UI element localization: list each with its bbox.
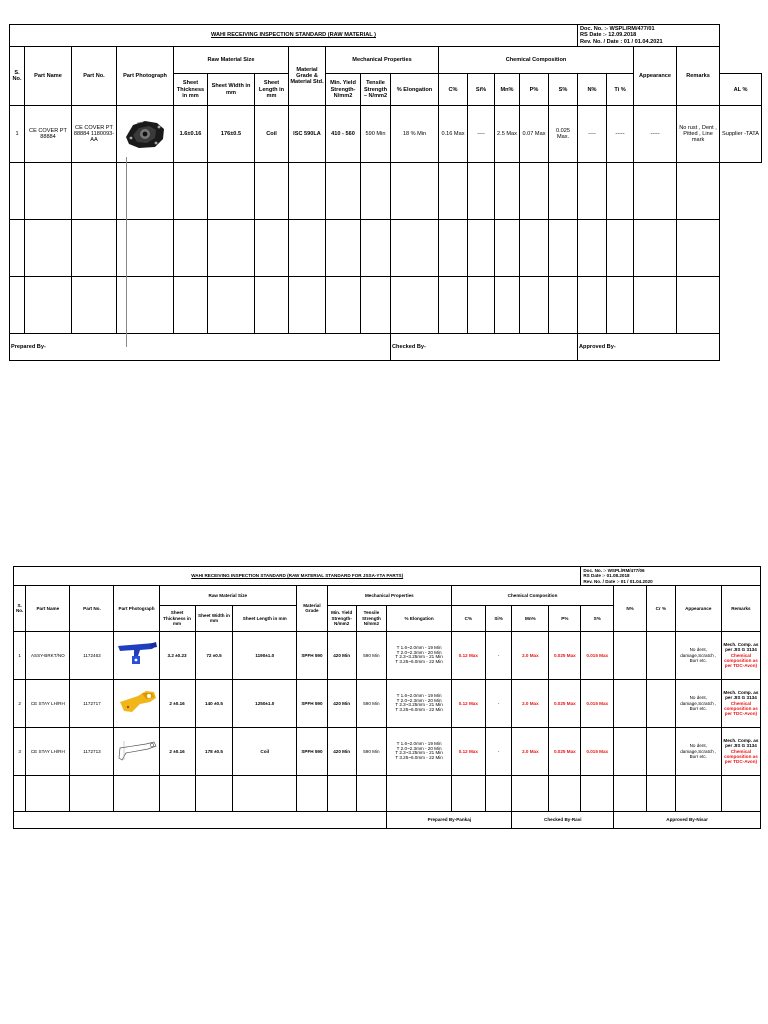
cell-si: ---- — [468, 106, 495, 163]
cell-remarks — [721, 631, 760, 679]
header-c: C% — [451, 605, 485, 631]
cell-tensile: 590 Min — [356, 631, 387, 679]
inspection-sheet-jssa-yta — [13, 566, 761, 828]
part-photo-bracket — [115, 640, 157, 670]
cell-remarks: Supplier -TATA — [720, 106, 762, 163]
cell-part-photo — [114, 727, 159, 775]
cell-mn: 2.5 Max — [495, 106, 520, 163]
cell-appearance: No dent, damage,Scratch , Burr etc. — [675, 679, 721, 727]
remarks-mech: Mech. Comp. as per JIS G 3134 — [723, 690, 759, 701]
stay-part-image — [116, 688, 158, 718]
cell-p: 0.07 Max — [520, 106, 549, 163]
cell-ti: ----- — [607, 106, 634, 163]
header-thickness: Sheet Thickness in mm — [174, 74, 208, 106]
cell-appearance: No dent, damage,Scratch , Burr etc. — [675, 631, 721, 679]
table-row-empty — [14, 775, 761, 811]
cell-elongation — [387, 679, 452, 727]
cell-p: 0.025 Max — [549, 679, 581, 727]
cell-yield: 420 Min — [327, 679, 356, 727]
remarks-chem: Chemical composition as per TDC-Avon) — [724, 652, 758, 669]
signature-blank — [14, 811, 387, 828]
table-row-empty — [10, 277, 762, 334]
header-tensile: Tensile Strength N/mm2 — [356, 605, 387, 631]
header-mechanical-properties: Mechanical Properties — [327, 585, 451, 605]
header-chemical-composition: Chemical Composition — [451, 585, 613, 605]
remarks-chem: Chemical composition as per TDC-Avon) — [724, 748, 758, 765]
prepared-by: Prepared By-Pankaj — [387, 811, 512, 828]
header-c: C% — [439, 74, 468, 106]
cell-remarks — [721, 679, 760, 727]
cell-n: ---- — [578, 106, 607, 163]
cell-thickness: 2 ±0.16 — [159, 727, 195, 775]
cell-length: Coil — [255, 106, 289, 163]
cell-s: 0.015 Max — [581, 631, 614, 679]
header-cr: Cr % — [646, 585, 675, 631]
part-photo-stay-outline — [115, 736, 157, 766]
header-mn: Mn% — [495, 74, 520, 106]
cell-mn: 2.0 Max — [512, 679, 549, 727]
elong-line: T 3.25~6.0mm - 22 Min — [395, 755, 443, 761]
table-row — [14, 727, 761, 775]
header-material-grade: Material Grade & Material Std. — [289, 47, 326, 106]
doc-number: Doc. No. :- WSPL/RM/477/01 — [580, 26, 655, 32]
cell-tensile: 590 Min — [356, 727, 387, 775]
header-yield: Min. Yield Strength- N/mm2 — [327, 605, 356, 631]
cell-sno: 3 — [14, 727, 26, 775]
cell-tensile: 590 Min — [361, 106, 391, 163]
header-mn: Mn% — [512, 605, 549, 631]
table-row — [10, 106, 762, 163]
cell-yield: 410 - 560 — [326, 106, 361, 163]
cell-c: 0.12 Max — [451, 727, 485, 775]
header-part-photograph: Part Photograph — [117, 47, 174, 106]
cell-c: 0.12 Max — [451, 631, 485, 679]
cell-al: ----- — [634, 106, 677, 163]
header-s: S% — [549, 74, 578, 106]
inspection-table-2 — [13, 566, 761, 829]
cell-si: - — [485, 727, 512, 775]
cell-si: - — [485, 679, 512, 727]
header-part-photograph: Part Photograph — [114, 585, 159, 631]
approved-by: Approved By-Nisar — [614, 811, 761, 828]
cell-appearance: No rust , Dent , Pitted , Line mark — [677, 106, 720, 163]
header-n: N% — [614, 585, 647, 631]
header-si: Si% — [468, 74, 495, 106]
elong-line: T 2.0~2.3mm - 20 Min — [396, 745, 442, 751]
header-tensile: Tensile Strength – N/mm2 — [361, 74, 391, 106]
header-al: AL % — [720, 74, 762, 106]
cell-sno: 1 — [10, 106, 25, 163]
stay-outline-image — [116, 736, 158, 766]
cell-sno: 2 — [14, 679, 26, 727]
header-remarks: Remarks — [721, 585, 760, 631]
signature-row — [10, 334, 762, 361]
header-part-name: Part Name — [26, 585, 70, 631]
table-row — [14, 631, 761, 679]
remarks-chem: Chemical composition as per TDC-Avon) — [724, 700, 758, 717]
cell-width: 140 ±0.5 — [195, 679, 233, 727]
cell-part-no: 1172713 — [70, 727, 114, 775]
cell-width: 72 ±0.5 — [195, 631, 233, 679]
cell-thickness: 3.2 ±0.23 — [159, 631, 195, 679]
header-p: P% — [549, 605, 581, 631]
header-appearance: Appearance — [675, 585, 721, 631]
cell-part-name: CE STAY LH/RH — [26, 679, 70, 727]
cell-s: 0.025 Max. — [549, 106, 578, 163]
document-meta — [578, 25, 720, 47]
rs-date: RS Date :- 12.09.2018 — [580, 32, 637, 39]
inspection-sheet-raw-material — [9, 24, 762, 356]
header-sno: S. No. — [10, 47, 25, 106]
cell-cr — [646, 727, 675, 775]
elong-line: T 1.6~2.0mm - 19 Min — [396, 644, 442, 650]
header-si: Si% — [485, 605, 512, 631]
header-width: Sheet Width in mm — [208, 74, 255, 106]
checked-by: Checked By- — [391, 334, 578, 361]
cell-cr — [646, 631, 675, 679]
header-part-name: Part Name — [25, 47, 72, 106]
header-appearance: Appearance — [634, 47, 677, 106]
header-ti: Ti % — [607, 74, 634, 106]
cell-appearance: No dent, damage,Scratch , Burr etc. — [675, 727, 721, 775]
cell-part-photo — [114, 631, 159, 679]
cover-part-image — [123, 117, 167, 151]
cell-part-no: 1172717 — [70, 679, 114, 727]
cell-tensile: 590 Min — [356, 679, 387, 727]
table-row — [14, 679, 761, 727]
remarks-mech: Mech. Comp. as per JIS G 3134 — [723, 642, 759, 653]
header-raw-material-size: Raw Material Size — [159, 585, 296, 605]
cell-grade: SPFH 590 — [297, 679, 328, 727]
cell-s: 0.015 Max — [581, 727, 614, 775]
elong-line: T 3.25~6.0mm - 22 Min — [395, 659, 443, 665]
cell-yield: 420 Min — [327, 631, 356, 679]
signature-row — [14, 811, 761, 828]
cell-width: 176±0.5 — [208, 106, 255, 163]
cell-mn: 2.0 Max — [512, 631, 549, 679]
cell-part-name: ASSY-BRKT/NO — [26, 631, 70, 679]
cell-elongation — [387, 631, 452, 679]
cell-part-photo — [114, 679, 159, 727]
cell-s: 0.015 Max — [581, 679, 614, 727]
cell-part-no: 1172463 — [70, 631, 114, 679]
header-part-no: Part No. — [72, 47, 117, 106]
doc-number: Doc. No. :- WSPL/RM/477/06 — [583, 568, 645, 573]
bracket-part-image — [116, 640, 158, 670]
rs-date: RS Date :- 01.08.2018 — [583, 573, 630, 579]
cell-n — [614, 727, 647, 775]
elong-line: T 2.3~3.25mm - 21 Min — [395, 654, 443, 660]
cell-mn: 2.0 Max — [512, 727, 549, 775]
elong-line: T 2.3~3.25mm - 21 Min — [395, 750, 443, 756]
inspection-table-1 — [9, 24, 762, 361]
part-photo-cover — [118, 117, 172, 151]
header-s: S% — [581, 605, 614, 631]
revision-info: Rev. No. / Date : 01 / 01.04.2021 — [580, 38, 663, 45]
cell-n — [614, 679, 647, 727]
header-p: P% — [520, 74, 549, 106]
elong-line: T 2.0~2.3mm - 20 Min — [396, 649, 442, 655]
elong-line: T 1.6~2.0mm - 19 Min — [396, 692, 442, 698]
header-chemical-composition: Chemical Composition — [439, 47, 634, 74]
cell-length: 1250±1.0 — [233, 679, 297, 727]
elong-line: T 2.3~3.25mm - 21 Min — [395, 702, 443, 708]
header-elongation: % Elongation — [391, 74, 439, 106]
cell-cr — [646, 679, 675, 727]
elong-line: T 3.25~6.0mm - 22 Min — [395, 707, 443, 713]
header-sno: S. No. — [14, 585, 26, 631]
cell-part-name: CE COVER PT 88884 — [25, 106, 72, 163]
table-row-empty — [10, 163, 762, 220]
cell-thickness: 2 ±0.16 — [159, 679, 195, 727]
header-thickness: Sheet Thickness in mm — [159, 605, 195, 631]
cell-length: 1190±1.0 — [233, 631, 297, 679]
header-raw-material-size: Raw Material Size — [174, 47, 289, 74]
cell-part-no: CE COVER PT 88884 1180093-AA — [72, 106, 117, 163]
stray-line — [126, 157, 127, 347]
cell-si: - — [485, 631, 512, 679]
revision-info: Rev. No. / Date :- 01 / 01.04.2020 — [583, 578, 653, 584]
sheet-title: WAHI RECEIVING INSPECTION STANDARD (RAW MATERIAL STANDARD FOR JSSA-YTA PARTS) — [14, 567, 581, 586]
header-mechanical-properties: Mechanical Properties — [326, 47, 439, 74]
cell-width: 178 ±0.5 — [195, 727, 233, 775]
sheet-title: WAHI RECEIVING INSPECTION STANDARD (RAW MATERIAL ) — [10, 25, 578, 47]
cell-p: 0.025 Max — [549, 631, 581, 679]
header-material-grade: Material Grade — [297, 585, 328, 631]
cell-grade: SPFH 590 — [297, 727, 328, 775]
cell-yield: 420 Min — [327, 727, 356, 775]
cell-c: 0.16 Max — [439, 106, 468, 163]
header-width: Sheet Width in mm — [195, 605, 233, 631]
cell-n — [614, 631, 647, 679]
header-elongation: % Elongation — [387, 605, 452, 631]
cell-grade: SPFH 590 — [297, 631, 328, 679]
header-remarks: Remarks — [677, 47, 720, 106]
part-photo-stay-yellow — [115, 688, 157, 718]
header-yield: Min. Yield Strength- N/mm2 — [326, 74, 361, 106]
elong-line: T 2.0~2.3mm - 20 Min — [396, 697, 442, 703]
cell-p: 0.025 Max — [549, 727, 581, 775]
cell-sno: 1 — [14, 631, 26, 679]
cell-part-photo — [117, 106, 174, 163]
header-part-no: Part No. — [70, 585, 114, 631]
checked-by: Checked By-Ravi — [512, 811, 614, 828]
approved-by: Approved By- — [578, 334, 720, 361]
cell-c: 0.12 Max — [451, 679, 485, 727]
cell-length: Coil — [233, 727, 297, 775]
header-n: N% — [578, 74, 607, 106]
document-meta — [581, 567, 761, 586]
cell-grade: ISC 590LA — [289, 106, 326, 163]
cell-part-name: CE STAY LH/RH — [26, 727, 70, 775]
cell-thickness: 1.6±0.16 — [174, 106, 208, 163]
cell-remarks — [721, 727, 760, 775]
header-length: Sheet Length in mm — [255, 74, 289, 106]
cell-elongation: 18 % Min — [391, 106, 439, 163]
cell-elongation — [387, 727, 452, 775]
table-row-empty — [10, 220, 762, 277]
remarks-mech: Mech. Comp. as per JIS G 3134 — [723, 738, 759, 749]
prepared-by: Prepared By- — [10, 334, 391, 361]
elong-line: T 1.6~2.0mm - 19 Min — [396, 740, 442, 746]
header-length: Sheet Length in mm — [233, 605, 297, 631]
